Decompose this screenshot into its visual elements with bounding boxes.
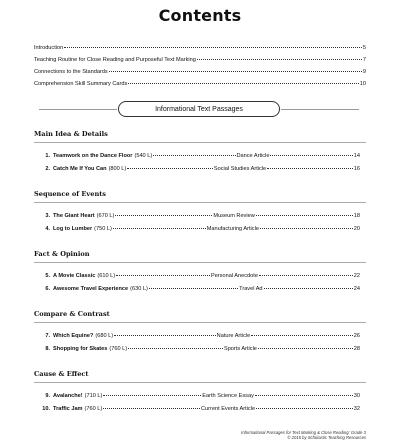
section-heading-main-idea: Main Idea & Details [34,130,108,138]
dot-leader [270,155,352,156]
dot-leader [267,168,353,169]
passage-number: 1. [45,153,50,159]
dot-leader [264,288,353,289]
section-divider [34,322,366,323]
passage-row [40,226,360,232]
passage-number: 7. [45,333,50,339]
toc-row-page: 5 [362,45,366,51]
passage-title: The Giant Heart [53,213,95,219]
passage-genre: Travel Ad [239,286,263,292]
passage-row [40,346,360,352]
passage-number: 8. [45,346,50,352]
page-footer [241,430,366,440]
page-title: Contents [158,6,242,25]
passage-row [40,333,360,339]
passage-lexile: (540 L) [134,153,153,159]
passage-title: Awesome Travel Experience [53,286,129,292]
dot-leader [116,275,210,276]
passage-lexile: (710 L) [84,393,103,399]
passage-genre: Personal Anecdote [210,273,258,279]
dot-leader [251,335,353,336]
passage-page: 18 [353,213,361,219]
passage-page: 28 [353,346,360,352]
passage-title: A Movie Classic [53,273,96,279]
passage-row [40,153,360,159]
passage-lexile: (760 L) [84,406,103,412]
passage-lexile: (680 L) [95,333,114,339]
toc-row-label: Comprehension Skill Summary Cards [34,81,128,87]
passage-genre: Nature Article [216,333,251,339]
dot-leader [260,228,353,229]
dot-leader [103,408,200,409]
passage-page: 30 [353,393,361,399]
dot-leader [115,215,212,216]
dot-leader [258,348,353,349]
passage-title: Which Equine? [53,333,94,339]
dot-leader [256,215,353,216]
toc-row-introduction [34,45,366,51]
passage-genre: Social Studies Article [213,166,267,172]
passage-page: 16 [353,166,361,172]
dot-leader [103,395,201,396]
passage-number: 3. [45,213,50,219]
section-divider [34,382,366,383]
section-divider [34,262,366,263]
dot-leader [113,228,206,229]
dot-leader [259,275,353,276]
dot-leader [197,59,362,60]
section-banner [118,101,280,117]
passage-title: Catch Me If You Can [53,166,107,172]
passage-row [40,166,360,172]
section-heading-cause-effect: Cause & Effect [34,370,89,378]
toc-row-page: 10 [359,81,366,87]
passage-genre: Sports Article [223,346,257,352]
toc-row-label: Teaching Routine for Close Reading and Purposeful Text Marking [34,57,196,63]
section-heading-sequence: Sequence of Events [34,190,106,198]
toc-row-page: 7 [362,57,366,63]
passage-lexile: (630 L) [130,286,148,292]
passage-title: Log to Lumber [53,226,93,232]
dot-leader [149,288,238,289]
passage-page: 14 [353,153,360,159]
toc-row-page: 9 [362,69,366,75]
dot-leader [255,395,353,396]
passage-number: 9. [45,393,50,399]
passage-page: 32 [353,406,361,412]
toc-row-summary-cards [34,81,366,87]
passage-row [40,406,360,412]
passage-number: 5. [45,273,50,279]
dot-leader [256,408,353,409]
passage-title: Teamwork on the Dance Floor [53,153,133,159]
section-heading-fact-opinion: Fact & Opinion [34,250,90,258]
passage-number: 10. [42,406,50,412]
section-divider [34,202,366,203]
passage-genre: Dance Article [236,153,270,159]
dot-leader [128,83,359,84]
toc-row-label: Connections to the Standards [34,69,108,75]
passage-number: 2. [45,166,50,172]
passage-lexile: (760 L) [109,346,128,352]
passage-genre: Current Events Article [200,406,256,412]
dot-leader [64,47,362,48]
passage-title: Avalanche! [53,393,83,399]
passage-lexile: (750 L) [94,226,112,232]
dot-leader [153,155,235,156]
toc-row-label: Introduction [34,45,64,51]
passage-page: 26 [353,333,361,339]
passage-lexile: (610 L) [97,273,116,279]
toc-row-connections [34,69,366,75]
passage-title: Shopping for Skates [53,346,108,352]
passage-number: 6. [45,286,50,292]
passage-genre: Manufacturing Article [206,226,259,232]
dot-leader [127,168,213,169]
passage-row [40,213,360,219]
passage-page: 22 [353,273,361,279]
passage-row [40,273,360,279]
section-divider [34,142,366,143]
passage-genre: Museum Review [213,213,255,219]
passage-row [40,286,360,292]
dot-leader [109,71,362,72]
passage-genre: Earth Science Essay [202,393,254,399]
footer-copyright: © 2015 by Scholastic Teaching Resources [287,435,366,440]
banner-label: Informational Text Passages [155,105,243,113]
passage-page: 20 [353,226,361,232]
passage-row [40,393,360,399]
passage-number: 4. [45,226,50,232]
footer-book-title: Informational Passages for Text Marking & Close Reading: Grade 3 [241,430,366,435]
passage-page: 24 [353,286,361,292]
passage-lexile: (800 L) [108,166,127,172]
section-heading-compare-contrast: Compare & Contrast [34,310,110,318]
toc-row-teaching-routine [34,57,366,63]
dot-leader [128,348,223,349]
passage-title: Traffic Jam [53,406,83,412]
passage-lexile: (670 L) [96,213,115,219]
dot-leader [114,335,216,336]
